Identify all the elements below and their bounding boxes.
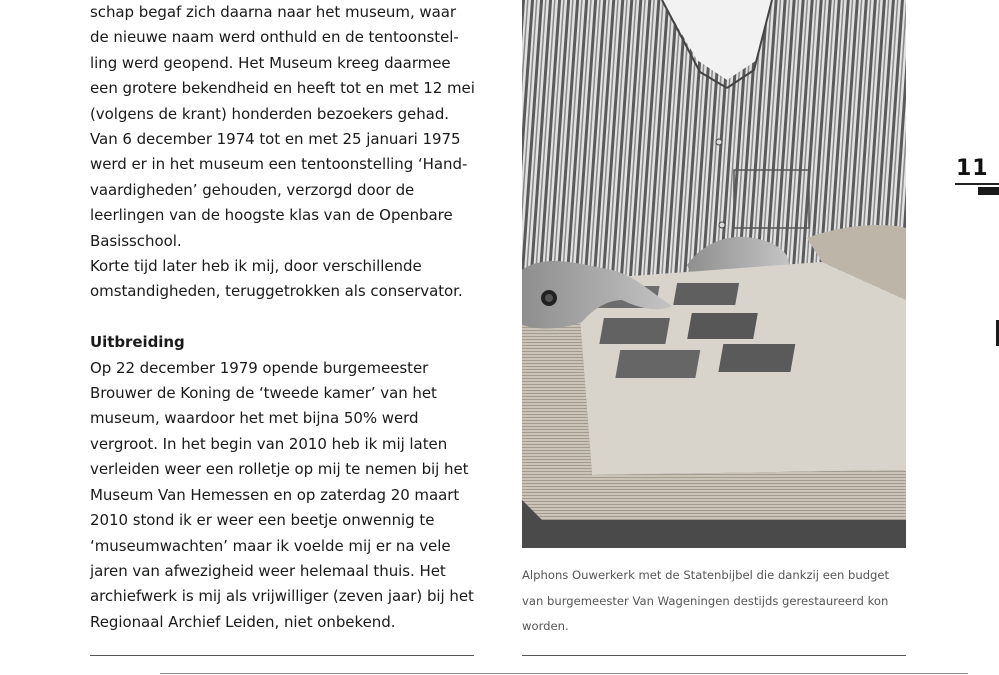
text-line: een grotere bekendheid en heeft tot en met 12 mei: [90, 79, 475, 98]
text-line: de nieuwe naam werd onthuld en de tentoonstel-: [90, 28, 459, 47]
text-line: Op 22 december 1979 opende burgemeester: [90, 358, 429, 377]
page-number: 11: [956, 156, 989, 181]
section-heading: Uitbreiding: [90, 333, 185, 352]
text-line: museum, waardoor het met bijna 50% werd: [90, 409, 419, 428]
article-paragraph: [90, 0, 474, 635]
text-line: vergroot. In het begin van 2010 heb ik mij laten: [90, 434, 448, 453]
text-line: Basisschool.: [90, 231, 182, 250]
photo-illustration: [522, 0, 906, 548]
photo-caption: [522, 563, 906, 640]
paragraph-gap: [90, 305, 474, 330]
text-line: leerlingen van de hoogste klas van de Openbare: [90, 206, 453, 225]
page-tab-marker: [978, 187, 999, 195]
caption-line: worden.: [522, 619, 569, 633]
article-column: [90, 0, 474, 635]
text-line: archiefwerk is mij als vrijwilliger (zeven jaar) bij het: [90, 587, 474, 606]
text-line: Brouwer de Koning de ‘tweede kamer’ van het: [90, 384, 437, 403]
page-number-underline: [955, 183, 999, 185]
text-line: Van 6 december 1974 tot en met 25 januari 1975: [90, 130, 461, 149]
text-line: jaren van afwezigheid weer helemaal thuis. Het: [90, 561, 446, 580]
text-line: werd er in het museum een tentoonstelling ‘Hand-: [90, 155, 468, 174]
text-line: Regionaal Archief Leiden, niet onbekend.: [90, 612, 396, 631]
text-line: (volgens de krant) honderden bezoekers gehad.: [90, 104, 450, 123]
text-line: ‘museumwachten’ maar ik voelde mij er na vele: [90, 536, 451, 555]
text-line: omstandigheden, teruggetrokken als conservator.: [90, 282, 463, 301]
text-line: vaardigheden’ gehouden, verzorgd door de: [90, 180, 415, 199]
text-line: schap begaf zich daarna naar het museum, waar: [90, 3, 456, 21]
photo-man-with-bible: [522, 0, 906, 548]
caption-line: van burgemeester Van Wageningen destijds gerestaureerd kon: [522, 593, 889, 608]
text-line: 2010 stond ik er weer een beetje onwennig te: [90, 511, 435, 530]
text-line: ling werd geopend. Het Museum kreeg daarmee: [90, 53, 451, 72]
page-bottom-rule: [160, 673, 968, 674]
caption-line: Alphons Ouwerkerk met de Statenbijbel die dankzij een budget: [522, 568, 890, 582]
text-line: verleiden weer een rolletje op mij te nemen bij het: [90, 460, 469, 479]
text-line: Museum Van Hemessen en op zaterdag 20 maart: [90, 485, 460, 504]
column-rule-right: [522, 655, 906, 656]
text-line: Korte tijd later heb ik mij, door verschillende: [90, 257, 422, 276]
column-rule-left: [90, 655, 474, 656]
